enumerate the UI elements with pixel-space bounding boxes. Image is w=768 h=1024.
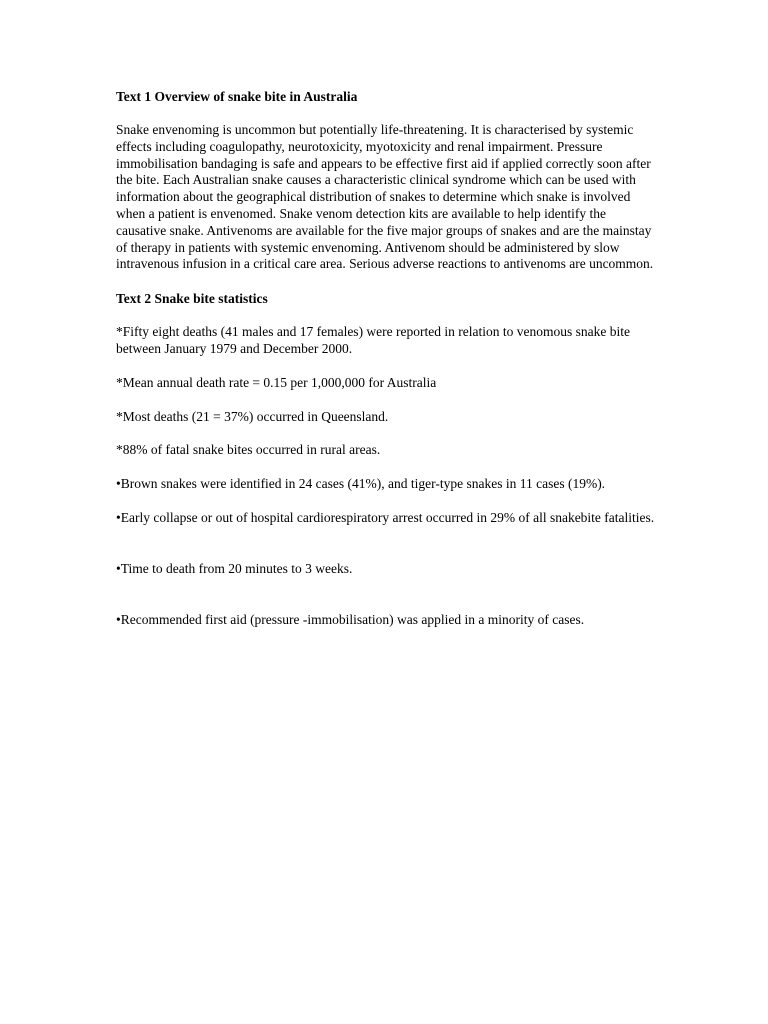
text1-body: Snake envenoming is uncommon but potentially life-threatening. It is characterised by systemic effects including coagulopathy, neurotoxicity, myotoxicity and renal impairment. Pressure immobilisation bandaging is safe and appears to be effective first aid if applied correctly soon after the bite. Each Australian snake causes a characteristic clinical syndrome which can be used with information about the geographical distribution of snakes to determine which snake is involved when a patient is envenomed. Snake venom detection kits are available to help identify the causative snake. Antivenoms are available for the five major groups of snakes and are the mainstay of therapy in patients with systemic envenoming. Antivenom should be administered by slow intravenous infusion in a critical care area. Serious adverse reactions to antivenoms are uncommon.	[116, 122, 654, 272]
stat-point: •Recommended first aid (pressure -immobilisation) was applied in a minority of cases.	[116, 611, 585, 627]
document-page	[116, 88, 656, 645]
stat-point: *88% of fatal snake bites occurred in rural areas.	[116, 442, 381, 458]
stat-point: *Mean annual death rate = 0.15 per 1,000,000 for Australia	[116, 374, 437, 390]
stat-point: •Early collapse or out of hospital cardiorespiratory arrest occurred in 29% of all snakebite fatalities.	[116, 509, 655, 525]
text2-heading: Text 2 Snake bite statistics	[116, 291, 268, 307]
stat-point: *Fifty eight deaths (41 males and 17 females) were reported in relation to venomous snake bite between January 1979 and December 2000.	[116, 324, 630, 356]
stat-point: *Most deaths (21 = 37%) occurred in Queensland.	[116, 408, 389, 424]
text1-heading: Text 1 Overview of snake bite in Australia	[116, 89, 358, 104]
stat-point: •Time to death from 20 minutes to 3 weeks.	[116, 560, 353, 576]
stat-point: •Brown snakes were identified in 24 cases (41%), and tiger-type snakes in 11 cases (19%).	[116, 476, 606, 492]
